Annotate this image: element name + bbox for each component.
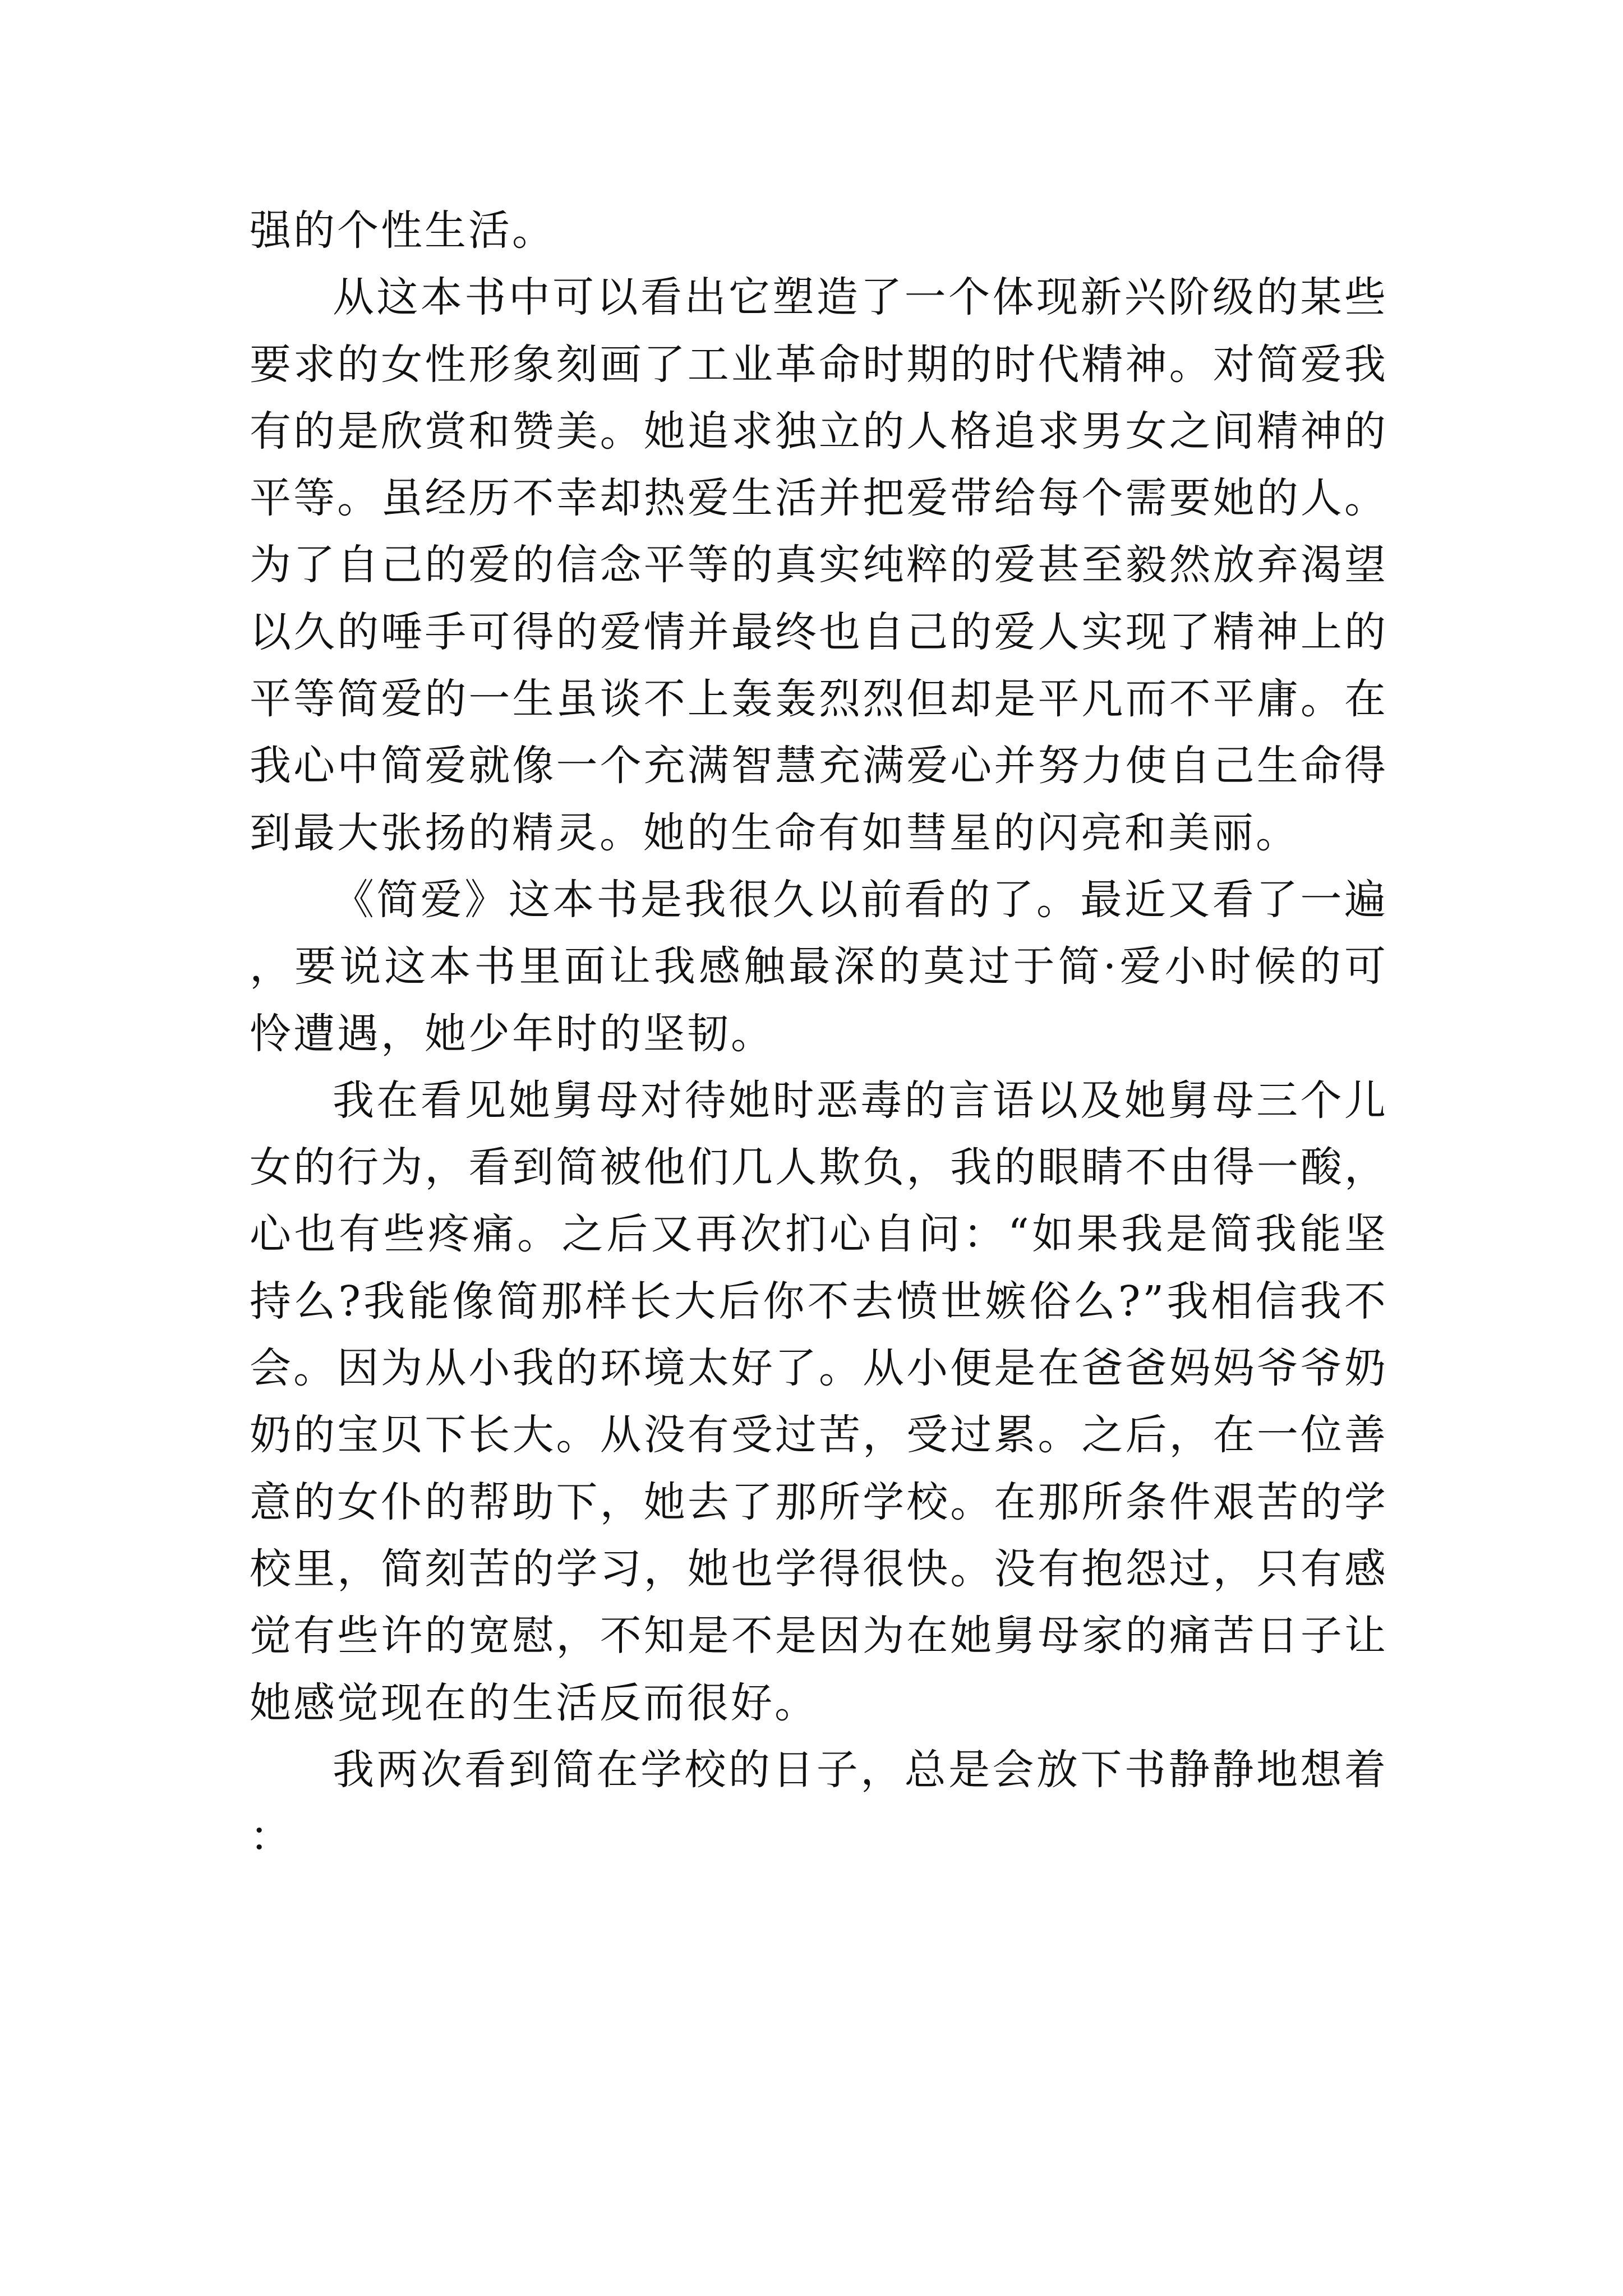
paragraph-continuation: 强的个性生活。 bbox=[250, 206, 556, 255]
paragraph: 《简爱》这本书是我很久以前看的了。最近又看了一遍，要说这本书里面让我感触最深的莫过于简·爱小时候的可怜遭遇，她少年时的坚韧。 bbox=[250, 875, 1388, 1058]
body-text bbox=[250, 197, 1388, 1870]
paragraph: 从这本书中可以看出它塑造了一个体现新兴阶级的某些要求的女性形象刻画了工业革命时期的时代精神。对简爱我有的是欣赏和赞美。她追求独立的人格追求男女之间精神的平等。虽经历不幸却热爱生活并把爱带给每个需要她的人。为了自己的爱的信念平等的真实纯粹的爱甚至毅然放弃渴望以久的唾手可得的爱情并最终也自己的爱人实现了精神上的平等简爱的一生虽谈不上轰轰烈烈但却是平凡而不平庸。在我心中简爱就像一个充满智慧充满爱心并努力使自己生命得到最大张扬的精灵。她的生命有如彗星的闪亮和美丽。 bbox=[250, 273, 1388, 857]
paragraph: 我在看见她舅母对待她时恶毒的言语以及她舅母三个儿女的行为，看到简被他们几人欺负，我的眼睛不由得一酸，心也有些疼痛。之后又再次扪心自问：“如果我是简我能坚持么?我能像简那样长大后你不去愤世嫉俗么?”我相信我不会。因为从小我的环境太好了。从小便是在爸爸妈妈爷爷奶奶的宝贝下长大。从没有受过苦，受过累。之后，在一位善意的女仆的帮助下，她去了那所学校。在那所条件艰苦的学校里，简刻苦的学习，她也学得很快。没有抱怨过，只有感觉有些许的宽慰，不知是不是因为在她舅母家的痛苦日子让她感觉现在的生活反而很好。 bbox=[250, 1076, 1388, 1727]
paragraph: 我两次看到简在学校的日子，总是会放下书静静地想着： bbox=[250, 1745, 1388, 1861]
